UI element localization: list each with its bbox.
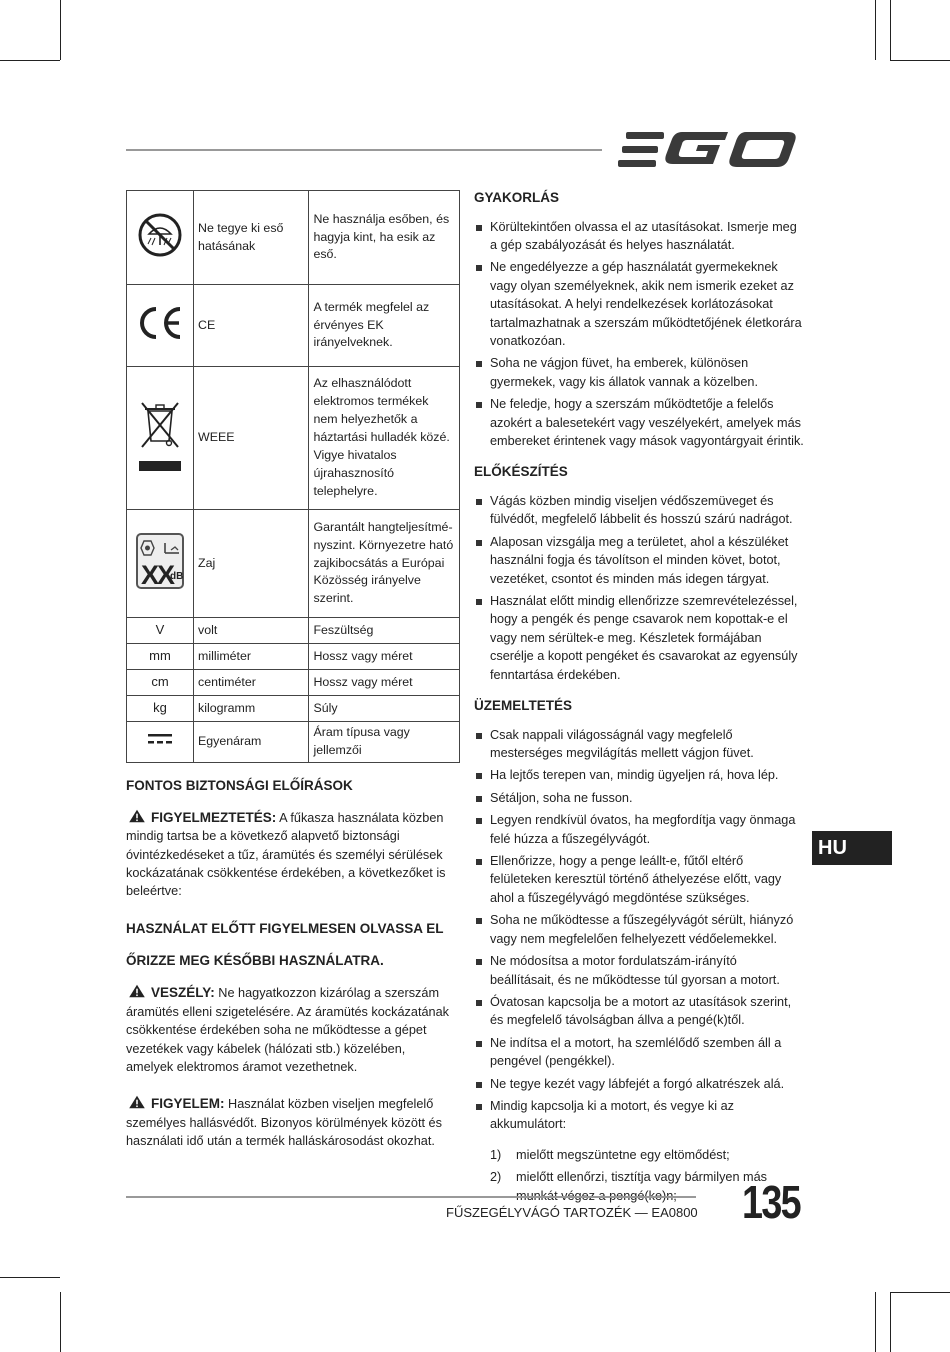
crop-mark bbox=[60, 0, 61, 60]
table-row bbox=[127, 722, 460, 763]
table-row bbox=[127, 644, 460, 670]
crop-mark bbox=[875, 0, 876, 60]
list-item: Legyen rendkívül óvatos, ha megfordítja vagy önmaga felé húzza a fűszegélyvágót. bbox=[474, 811, 804, 848]
language-tab: HU bbox=[812, 831, 892, 865]
bullet-list bbox=[474, 218, 804, 451]
warning-triangle-icon bbox=[126, 984, 148, 998]
table-row bbox=[127, 367, 460, 510]
symbol-cell bbox=[127, 510, 194, 618]
crop-mark bbox=[875, 1292, 876, 1352]
symbol-name: kilogramm bbox=[194, 696, 309, 722]
footer-rule bbox=[126, 1196, 696, 1198]
caution-paragraph bbox=[126, 1094, 456, 1150]
symbol-meaning: Hossz vagy méret bbox=[309, 670, 460, 696]
noise-level-icon bbox=[136, 533, 184, 589]
symbol-meaning: Súly bbox=[309, 696, 460, 722]
symbol-name: WEEE bbox=[194, 367, 309, 510]
sublist-item bbox=[490, 1146, 804, 1164]
symbol-text: kg bbox=[127, 696, 194, 722]
caution-label: FIGYELEM: bbox=[151, 1096, 225, 1112]
heading-line: HASZNÁLAT ELŐTT FIGYELMESEN OLVASSA EL bbox=[126, 920, 444, 936]
ego-logo bbox=[618, 128, 800, 170]
list-item: Mindig kapcsolja ki a motort, és vegye ki az akkumulátort: bbox=[474, 1097, 804, 1134]
list-item: Körültekintően olvassa el az utasításokat. Ismerje meg a gép szabályozását és helyes használatát. bbox=[474, 218, 804, 255]
list-item: Alaposan vizsgálja meg a területet, ahol a készüléket használni fogja és távolítson el minden követ, botot, vezetéket, csontot és minden más idegen tárgyat. bbox=[474, 533, 804, 588]
danger-paragraph bbox=[126, 983, 456, 1076]
symbol-cell bbox=[127, 367, 194, 510]
symbol-meaning: Hossz vagy méret bbox=[309, 644, 460, 670]
list-item: Vágás közben mindig viseljen védőszemüveget és fülvédőt, megfelelő lábbelit és hosszú szárú nadrágot. bbox=[474, 492, 804, 529]
warning-text: A fűkasza használata közben mindig tartsa be a következő alapvető biztonsági óvintézkedéseket a tűz, áramütés és személyi sérülések kockázatának csökkentése érdekében, a következőket is beleértve: bbox=[126, 810, 446, 899]
warning-triangle-icon bbox=[126, 1095, 148, 1109]
symbol-name: CE bbox=[194, 285, 309, 367]
crop-mark bbox=[890, 1292, 891, 1352]
symbol-name: centiméter bbox=[194, 670, 309, 696]
caution-text: Használat közben viseljen megfelelő személyes hallásvédőt. Bizonyos körülmények között és használati idő után a termék halláskárosodást okozhat. bbox=[126, 1097, 442, 1149]
table-row bbox=[127, 285, 460, 367]
danger-label: VESZÉLY: bbox=[151, 985, 215, 1001]
table-row bbox=[127, 670, 460, 696]
list-item: Óvatosan kapcsolja be a motort az utasítások szerint, és megfelelő távolságban állva a pengé(k)től. bbox=[474, 993, 804, 1030]
crop-mark bbox=[890, 0, 891, 60]
list-item: Használat előtt mindig ellenőrizze szemrevételezéssel, hogy a pengék és penge csavarok nem kopottak-e el vagy nem sérültek-e meg. Készletek formájában cserélje a kopott pengéket és csavarokat az egyensúly fenntartása érdekében. bbox=[474, 592, 804, 684]
list-item: Soha ne vágjon füvet, ha emberek, különösen gyermekek, vagy kis állatok vannak a közelben. bbox=[474, 354, 804, 391]
safety-rules-section bbox=[126, 776, 456, 1169]
no-rain-icon bbox=[137, 212, 183, 258]
danger-text: Ne hagyatkozzon kizárólag a szerszám áramütés elleni szigetelésére. Az áramütés kockázatának csökkentése érdekében soha ne működtesse a gépet vezetékek vagy kábelek (hálózati stb.) közelében, amelyek elektromos áramot vezethetnek. bbox=[126, 986, 449, 1075]
symbol-text: mm bbox=[127, 644, 194, 670]
list-item: Ne indítsa el a motort, ha szemlélődő szemben áll a pengével (pengékkel). bbox=[474, 1034, 804, 1071]
read-instructions-heading bbox=[126, 919, 456, 972]
list-item: Ne engedélyezze a gép használatát gyermekeknek vagy olyan személyeknek, akik nem ismerik ezeket az utasításokat. A helyi rendelkezések korlátozásokat tartalmazhatnak a szerszám működtetőjének életkorára vonatkozóan. bbox=[474, 258, 804, 350]
crop-mark bbox=[60, 1292, 61, 1352]
table-row bbox=[127, 191, 460, 285]
instructions-column bbox=[474, 188, 804, 1209]
crop-mark bbox=[890, 1292, 950, 1293]
heading-line: ŐRIZZE MEG KÉSŐBBI HASZNÁLATRA. bbox=[126, 953, 384, 968]
list-item: Sétáljon, soha ne fusson. bbox=[474, 789, 804, 807]
footer-title: FŰSZEGÉLYVÁGÓ TARTOZÉK — EA0800 bbox=[446, 1205, 698, 1220]
table-row bbox=[127, 618, 460, 644]
section-heading: ELŐKÉSZÍTÉS bbox=[474, 464, 568, 480]
table-row bbox=[127, 696, 460, 722]
warning-label: FIGYELMEZTETÉS: bbox=[151, 809, 277, 825]
symbol-name: milliméter bbox=[194, 644, 309, 670]
section-heading: GYAKORLÁS bbox=[474, 190, 560, 205]
symbol-meaning: Garantált hangteljesítmé-nyszint. Környezetre ható zajkibocsátás a Európai Közösség irányelve szerint. bbox=[309, 510, 460, 618]
bullet-list bbox=[474, 726, 804, 1134]
header-rule bbox=[126, 149, 602, 151]
warning-triangle-icon bbox=[126, 809, 148, 823]
sublist-text: mielőtt megszüntetne egy eltömődést; bbox=[516, 1147, 730, 1162]
symbol-meaning: Az elhasználódott elektromos termékek nem helyezhetők a háztartási hulladék közé. Vigye hivatalos újrahasznosító telephelyre. bbox=[309, 367, 460, 510]
crop-mark bbox=[0, 60, 60, 61]
list-item: Ne módosítsa a motor fordulatszám-irányító beállításait, és ne működtesse túl gyorsan a motort. bbox=[474, 952, 804, 989]
symbol-name: Ne tegye ki eső hatásának bbox=[194, 191, 309, 285]
list-item: Ne feledje, hogy a szerszám működtetője a felelős azokért a balesetekért vagy veszélyekért, amelyek más embereket érintenek vagy mások vagyontárgyait érintik. bbox=[474, 395, 804, 450]
crop-mark bbox=[0, 1277, 60, 1278]
section-heading: ÜZEMELTETÉS bbox=[474, 698, 573, 714]
warning-paragraph bbox=[126, 808, 456, 901]
noise-level-unit: dB bbox=[170, 570, 184, 582]
symbol-cell bbox=[127, 722, 194, 763]
noise-level-value: XX bbox=[141, 559, 174, 590]
symbol-name: Egyenáram bbox=[194, 722, 309, 763]
list-item: Ellenőrizze, hogy a penge leállt-e, fűtől eltérő felületeken keresztül történő áthelyezése előtt, vagy ahol a fűszegélyvágó megdöntése szükséges. bbox=[474, 852, 804, 907]
list-item: Csak nappali világosságnál vagy megfelelő mesterséges megvilágítás mellett vágjon füvet. bbox=[474, 726, 804, 763]
section-heading: FONTOS BIZTONSÁGI ELŐÍRÁSOK bbox=[126, 778, 353, 793]
symbol-name: volt bbox=[194, 618, 309, 644]
symbol-meaning: Áram típusa vagy jellemzői bbox=[309, 722, 460, 763]
table-row bbox=[127, 510, 460, 618]
weee-bin-icon bbox=[136, 397, 184, 473]
ce-mark-icon bbox=[135, 305, 185, 341]
sublist-number: 2) bbox=[490, 1170, 502, 1185]
symbols-table bbox=[126, 190, 460, 763]
symbol-text: V bbox=[127, 618, 194, 644]
symbol-name: Zaj bbox=[194, 510, 309, 618]
direct-current-icon bbox=[147, 732, 173, 746]
list-item: Soha ne működtesse a fűszegélyvágót sérült, hiányzó vagy nem megfelelően felhelyezett védőelemekkel. bbox=[474, 911, 804, 948]
sublist-text: mielőtt ellenőrzi, tisztítja vagy bármilyen más bbox=[516, 1170, 768, 1185]
symbol-cell bbox=[127, 285, 194, 367]
symbol-text: cm bbox=[127, 670, 194, 696]
sublist-number: 1) bbox=[490, 1147, 502, 1162]
bullet-list bbox=[474, 492, 804, 684]
page-number: 135 bbox=[742, 1176, 801, 1228]
symbol-meaning: Feszültség bbox=[309, 618, 460, 644]
list-item: Ha lejtős terepen van, mindig ügyeljen rá, hova lép. bbox=[474, 766, 804, 784]
list-item: Ne tegye kezét vagy lábfejét a forgó alkatrészek alá. bbox=[474, 1075, 804, 1093]
symbol-cell bbox=[127, 191, 194, 285]
symbol-meaning: A termék megfelel az érvényes EK irányelveknek. bbox=[309, 285, 460, 367]
crop-mark bbox=[890, 60, 950, 61]
symbol-meaning: Ne használja esőben, és hagyja kint, ha esik az eső. bbox=[309, 191, 460, 285]
